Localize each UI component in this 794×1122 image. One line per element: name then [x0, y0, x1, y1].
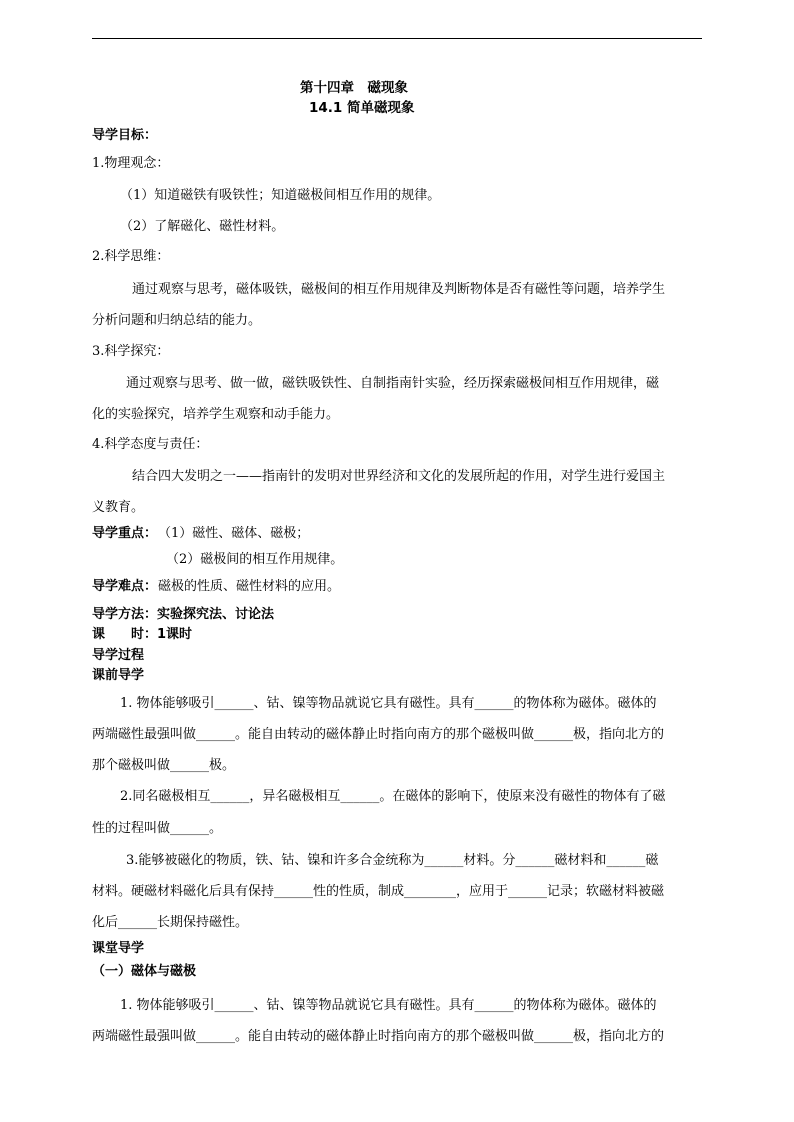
period-line: 课 时：1课时 [92, 627, 193, 642]
pre-q3-line-2: 材料。硬磁材料磁化后具有保持______性的性质，制成________，应用于______记录；软磁材料被磁 [92, 884, 665, 899]
goal-2-heading: 2.科学思维： [92, 249, 170, 264]
pre-q1-line-2: 两端磁性最强叫做______。能自由转动的磁体静止时指向南方的那个磁极叫做______极，指向北方的 [92, 727, 665, 742]
header-rule [92, 38, 702, 39]
pre-q1-line-3: 那个磁极叫做______极。 [92, 758, 236, 773]
goal-2-text-2: 分析问题和归纳总结的能力。 [92, 313, 262, 328]
section-title: 14.1 简单磁现象 [309, 100, 415, 116]
goal-3-heading: 3.科学探究： [92, 344, 170, 359]
pre-q2-line-2: 性的过程叫做______。 [92, 821, 223, 836]
method-line: 导学方法：实验探究法、讨论法 [92, 607, 275, 622]
in-class-subtitle-1: （一）磁体与磁极 [92, 964, 197, 979]
goal-3-text-2: 化的实验探究，培养学生观察和动手能力。 [92, 407, 340, 422]
class-q1-line-1: 1. 物体能够吸引______、钴、镍等物品就说它具有磁性。具有______的物体称为磁体。磁体的 [120, 998, 657, 1013]
key-point-2: （2）磁极间的相互作用规律。 [166, 552, 344, 567]
goals-title: 导学目标： [92, 128, 158, 143]
in-class-title: 课堂导学 [92, 941, 145, 956]
class-q1-line-2: 两端磁性最强叫做______。能自由转动的磁体静止时指向南方的那个磁极叫做______极，指向北方的 [92, 1029, 665, 1044]
goal-1-item-a: （1）知道磁铁有吸铁性；知道磁极间相互作用的规律。 [120, 188, 441, 203]
goal-1-item-b: （2）了解磁化、磁性材料。 [120, 219, 285, 234]
goal-4-text-1: 结合四大发明之一——指南针的发明对世界经济和文化的发展所起的作用，对学生进行爱国主 [132, 469, 666, 484]
goal-2-text-1: 通过观察与思考，磁体吸铁，磁极间的相互作用规律及判断物体是否有磁性等问题，培养学生 [132, 282, 666, 297]
pre-q3-line-3: 化后______长期保持磁性。 [92, 915, 249, 930]
goal-1-heading: 1.物理观念： [92, 156, 170, 171]
process-title: 导学过程 [92, 648, 145, 663]
goal-4-text-2: 义教育。 [92, 500, 145, 515]
chapter-title: 第十四章 磁现象 [300, 80, 408, 96]
pre-q1-line-1: 1. 物体能够吸引______、钴、镍等物品就说它具有磁性。具有______的物体称为磁体。磁体的 [120, 696, 657, 711]
difficulty-label: 导学难点： [92, 579, 158, 594]
pre-class-title: 课前导学 [92, 668, 145, 683]
key-point-1: （1）磁性、磁体、磁极； [158, 526, 310, 541]
key-points-label: 导学重点： [92, 526, 158, 541]
pre-q3-line-1: 3.能够被磁化的物质，铁、钴、镍和许多合金统称为______材料。分______磁材料和______磁 [126, 853, 659, 868]
difficulty-text: 磁极的性质、磁性材料的应用。 [158, 579, 341, 594]
pre-q2-line-1: 2.同名磁极相互______，异名磁极相互______。在磁体的影响下，使原来没有磁性的物体有了磁 [120, 789, 666, 804]
goal-3-text-1: 通过观察与思考、做一做，磁铁吸铁性、自制指南针实验，经历探索磁极间相互作用规律，磁 [126, 376, 660, 391]
goal-4-heading: 4.科学态度与责任： [92, 437, 209, 452]
